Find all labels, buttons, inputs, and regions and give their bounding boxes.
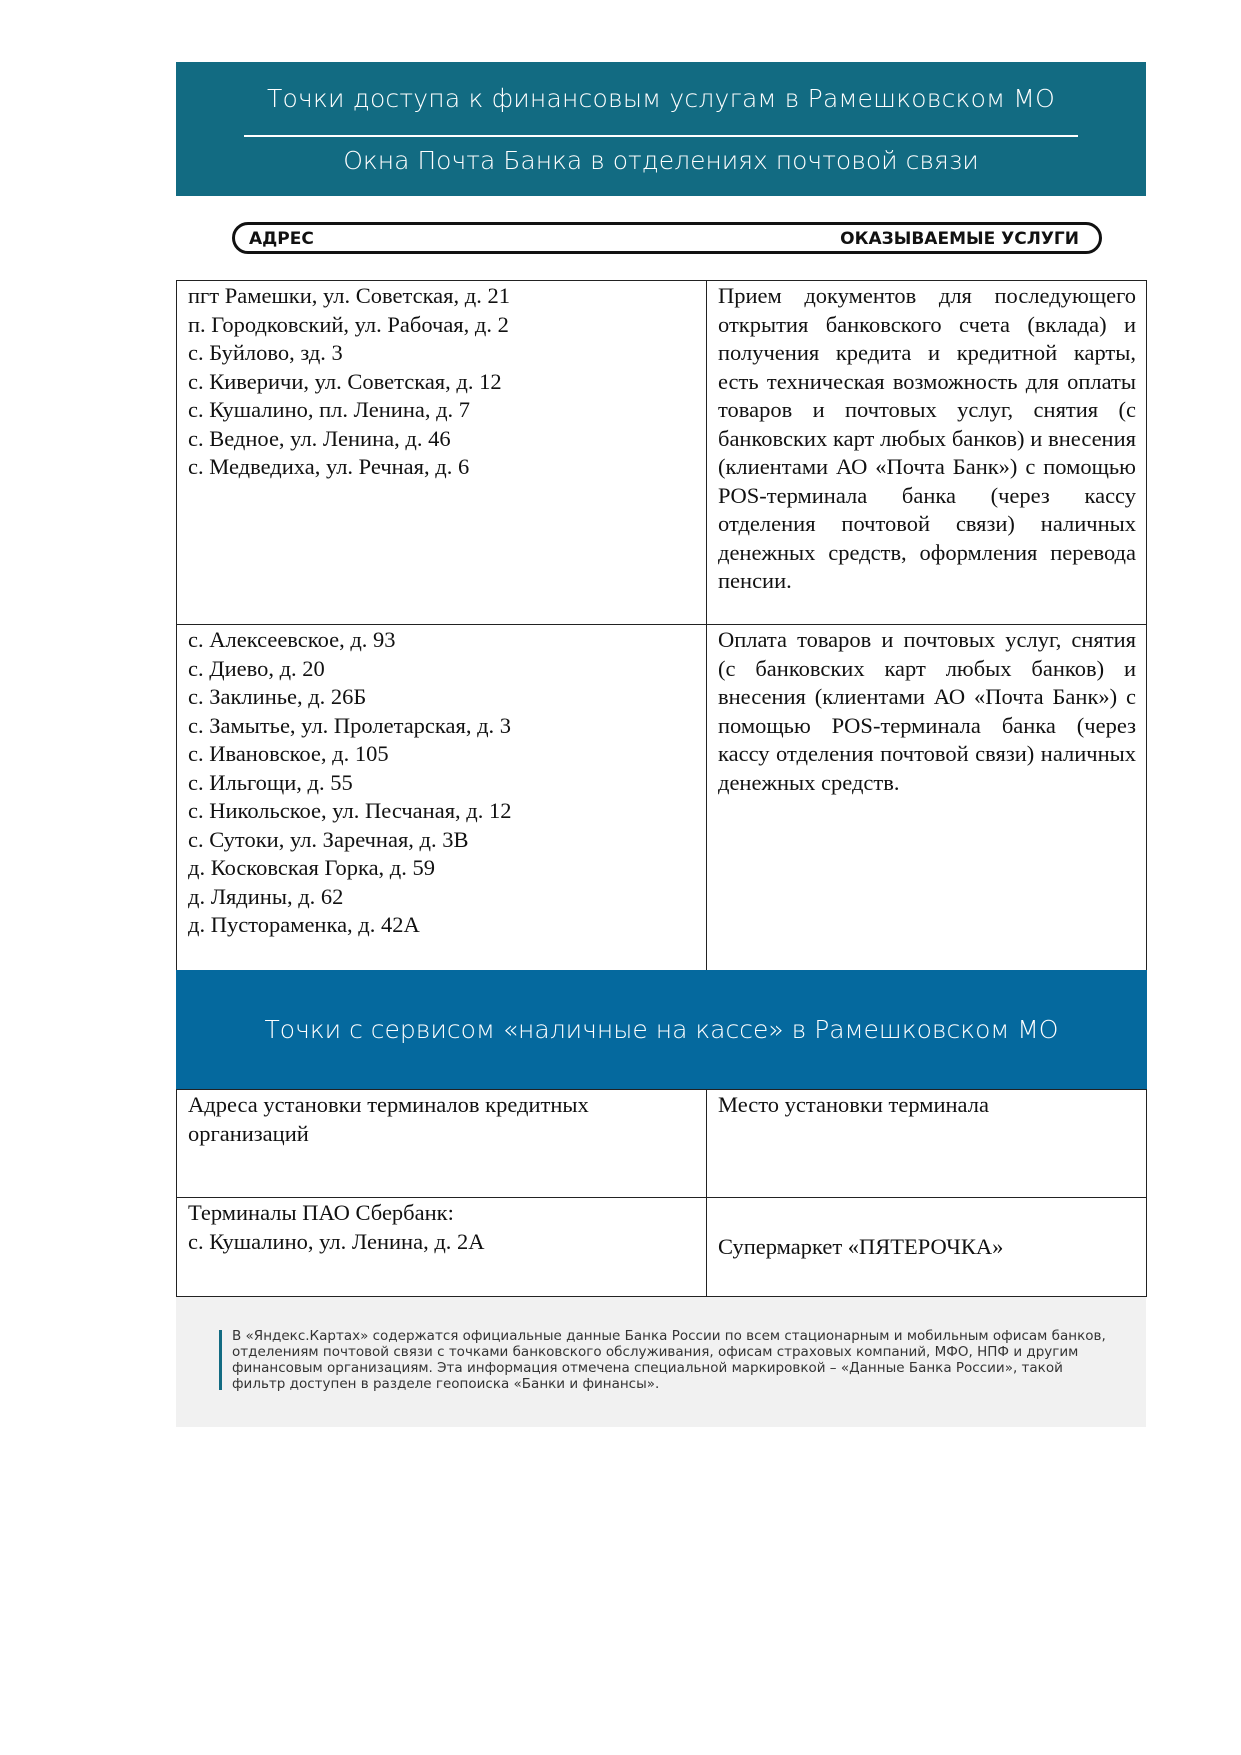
address-line: с. Сутоки, ул. Заречная, д. 3В	[188, 826, 469, 852]
info-note	[176, 1297, 1146, 1427]
column-header-services: ОКАЗЫВАЕМЫЕ УСЛУГИ	[840, 229, 1079, 249]
address-line: с. Ильгощи, д. 55	[188, 769, 353, 795]
table-row	[177, 1090, 1147, 1198]
address-line: с. Буйлово, зд. 3	[188, 340, 343, 365]
table-row	[177, 1198, 1147, 1297]
address-line: с. Кушалино, пл. Ленина, д. 7	[188, 397, 471, 422]
address-line: с. Замытье, ул. Пролетарская, д. 3	[188, 712, 512, 738]
address-line: пгт Рамешки, ул. Советская, д. 21	[188, 283, 510, 308]
page-header	[176, 62, 1146, 196]
post-offices-table	[176, 280, 1147, 971]
address-line: с. Заклинье, д. 26Б	[188, 684, 367, 709]
address-line: с. Ведное, ул. Ленина, д. 46	[188, 425, 451, 451]
page-title: Точки доступа к финансовым услугам в Рамешковском МО	[267, 84, 1055, 113]
terminals-place-cell: Супермаркет «ПЯТЕРОЧКА»	[707, 1198, 1147, 1297]
address-line: д. Лядины, д. 62	[188, 883, 344, 909]
terminals-address: с. Кушалино, ул. Ленина, д. 2А	[188, 1228, 485, 1254]
address-line: п. Городковский, ул. Рабочая, д. 2	[188, 311, 509, 337]
address-cell	[177, 625, 707, 971]
terminals-bank: Терминалы ПАО Сбербанк:	[188, 1200, 454, 1225]
terminals-head-left: Адреса установки терминалов кредитных организаций	[177, 1090, 707, 1198]
address-line: с. Алексеевское, д. 93	[188, 627, 396, 652]
column-header-address: АДРЕС	[249, 229, 314, 249]
table-row	[177, 281, 1147, 625]
address-line: с. Диево, д. 20	[188, 655, 325, 681]
address-line: с. Медведиха, ул. Речная, д. 6	[188, 454, 470, 479]
column-header-pill	[232, 222, 1102, 254]
address-line: с. Ивановское, д. 105	[188, 741, 389, 766]
page-subtitle: Окна Почта Банка в отделениях почтовой связи	[343, 146, 979, 175]
address-line: с. Киверичи, ул. Советская, д. 12	[188, 368, 502, 394]
terminals-table	[176, 1089, 1147, 1297]
services-cell: Оплата товаров и почтовых услуг, снятия (с банковских карт любых банков) и внесения (клиентами АО «Почта Банк») с помощью POS-терминала банка (через кассу отделения почтовой связи) наличных денежных средств.	[707, 625, 1147, 971]
address-cell	[177, 281, 707, 625]
address-line: д. Косковская Горка, д. 59	[188, 855, 436, 880]
address-line: с. Никольское, ул. Песчаная, д. 12	[188, 798, 512, 823]
address-line: д. Пустораменка, д. 42А	[188, 912, 420, 937]
note-accent-bar	[219, 1330, 222, 1390]
cash-section-title: Точки с сервисом «наличные на кассе» в Рамешковском МО	[176, 970, 1147, 1089]
table-row	[177, 625, 1147, 971]
terminals-address-cell	[177, 1198, 707, 1297]
note-text: В «Яндекс.Картах» содержатся официальные данные Банка России по всем стационарным и мобильным офисам банков, отделениям почтовой связи с точками банковского обслуживания, офисам страховых компаний, МФО, НПФ и другим финансовым организациям. Эта информация отмечена специальной маркировкой – «Данные Банка России», такой фильтр доступен в разделе геопоиска «Банки и финансы».	[232, 1328, 1106, 1392]
services-cell: Прием документов для последующего открытия банковского счета (вклада) и получения кредита и кредитной карты, есть техническая возможность для оплаты товаров и почтовых услуг, снятия (с банковских карт любых банков) и внесения (клиентами АО «Почта Банк») с помощью POS-терминала банка (через кассу отделения почтовой связи) наличных денежных средств, оформления перевода пенсии.	[707, 281, 1147, 625]
terminals-head-right: Место установки терминала	[707, 1090, 1147, 1198]
header-divider	[244, 135, 1078, 137]
